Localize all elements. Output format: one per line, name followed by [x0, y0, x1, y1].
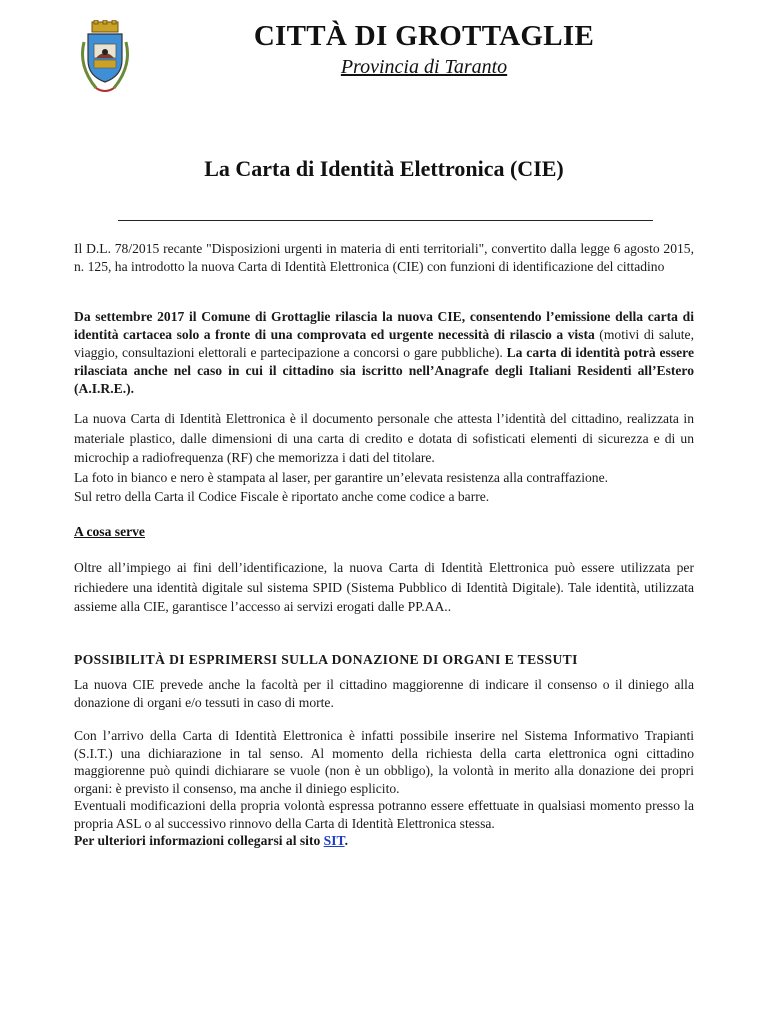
city-title: CITTÀ DI GROTTAGLIE — [253, 20, 595, 52]
donation-text-2: Con l’arrivo della Carta di Identità Elettronica è infatti possibile inserire nel Sistema Informativo Trapianti (S.I.T.) una dichiarazione in tal senso. Al momento della richiesta della carta elettronica ogni cittadino maggiorenne può quindi dichiarare se vuole (non è un obbligo), la volontà in merito alla donazione dei propri organi: è previsto il consenso, ma anche il diniego esplicito. — [74, 728, 694, 796]
description-line-3: Sul retro della Carta il Codice Fiscale è riportato anche come codice a barre. — [74, 489, 490, 504]
donation-text-3: Eventuali modificazioni della propria volontà espressa potranno essere effettuate in qualsiasi momento presso la propria ASL o al successivo rinnovo della Carta di Identità Elettronica stessa. — [74, 798, 694, 831]
intro-paragraph: Il D.L. 78/2015 recante "Disposizioni urgenti in materia di enti territoriali", convertito dalla legge 6 agosto 2015, n. 125, ha introdotto la nuova Carta di Identità Elettronica (CIE) con funzioni di identificazione del cittadino — [74, 241, 694, 274]
province-subtitle: Provincia di Taranto — [340, 56, 508, 78]
sit-link[interactable]: SIT — [323, 833, 345, 848]
more-info-suffix: . — [344, 833, 348, 848]
usage-heading: A cosa serve — [74, 524, 145, 539]
donation-heading: POSSIBILITÀ DI ESPRIMERSI SULLA DONAZIONE DI ORGANI E TESSUTI — [74, 652, 578, 667]
usage-paragraph: Oltre all’impiego ai fini dell’identificazione, la nuova Carta di Identità Elettronica può essere utilizzata per richiedere una identità digitale sul sistema SPID (Sistema Pubblico di Identità Digitale). Tale identità, utilizzata assieme alla CIE, garantisce l’accesso ai servizi erogati dalle PP.AA.. — [74, 560, 694, 614]
description-line-2: La foto in bianco e nero è stampata al laser, per garantire un’elevata resistenza alla contraffazione. — [74, 469, 608, 485]
notice-bold-2: La carta di identità potrà essere rilasciata anche nel caso in cui il cittadino sia iscritto nell’Anagrafe degli Italiani Residenti all’Estero (A.I.R.E.). — [74, 345, 694, 396]
description-paragraph — [74, 409, 694, 507]
description-line-1: La nuova Carta di Identità Elettronica è il documento personale che attesta l’identità del cittadino, realizzata in materiale plastico, dalle dimensioni di una carta di credito e dotata di sofisticati elementi di sicurezza e di un microchip a radiofrequenza (RF) che memorizza i dati del titolare. — [74, 411, 694, 465]
notice-normal: (motivi di salute, viaggio, consultazioni elettorali e partecipazione a concorsi o gare pubbliche). — [74, 327, 694, 360]
donation-paragraph-1: La nuova CIE prevede anche la facoltà per il cittadino maggiorenne di indicare il consenso o il diniego alla donazione di organi e/o tessuti in caso di morte. — [74, 677, 694, 710]
donation-paragraph-2 — [74, 727, 694, 850]
document-title: La Carta di Identità Elettronica (CIE) — [204, 156, 564, 181]
notice-paragraph — [74, 308, 694, 398]
more-info-text: Per ulteriori informazioni collegarsi al sito — [74, 833, 324, 848]
notice-bold-1: Da settembre 2017 il Comune di Grottaglie rilascia la nuova CIE, consentendo l’emissione della carta di identità cartacea solo a fronte di una comprovata ed urgente necessità di rilascio a vista — [74, 309, 694, 342]
title-divider — [118, 220, 653, 221]
